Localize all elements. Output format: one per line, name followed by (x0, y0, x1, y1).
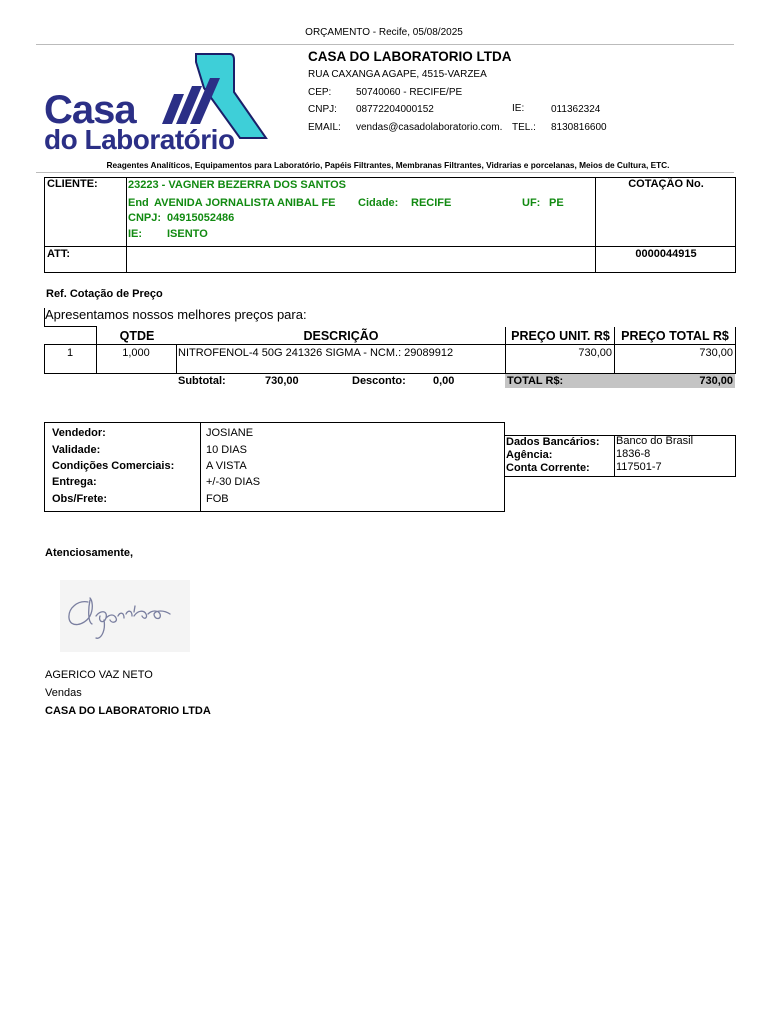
company-name: CASA DO LABORATORIO LTDA (308, 49, 512, 64)
att-label: ATT: (47, 248, 71, 260)
client-address: AVENIDA JORNALISTA ANIBAL FE (154, 197, 336, 209)
agencia-value: 1836-8 (616, 448, 651, 460)
email-label: EMAIL: (308, 122, 341, 133)
desconto-value: 0,00 (433, 375, 455, 387)
table-row-item: 1 (66, 347, 74, 359)
ref-label: Ref. Cotação de Preço (46, 288, 163, 300)
desconto-label: Desconto: (352, 375, 406, 387)
email-link[interactable]: vendas@casadolaboratorio.com. (356, 122, 503, 133)
company-ie-value: 011362324 (551, 104, 601, 115)
cep-label: CEP: (308, 87, 332, 98)
client-cnpj-label: CNPJ: (128, 212, 162, 224)
client-end-label: End (128, 197, 149, 209)
subtotal-value: 730,00 (265, 375, 299, 387)
entrega-value: +/-30 DIAS (206, 476, 261, 488)
cotacao-number: 0000044915 (635, 248, 697, 260)
client-uf-label: UF: (522, 197, 541, 209)
col-header-preco-total: PREÇO TOTAL R$ (621, 329, 729, 343)
company-cnpj-value: 08772204000152 (356, 104, 434, 115)
signer-name: AGERICO VAZ NETO (45, 669, 153, 681)
company-logo (44, 52, 302, 158)
table-row-qtde: 1,000 (122, 347, 150, 359)
signer-department: Vendas (45, 687, 82, 699)
col-header-descricao: DESCRIÇÃO (303, 329, 379, 343)
bank-value: Banco do Brasil (616, 435, 694, 447)
vendedor-value: JOSIANE (206, 427, 254, 439)
client-ie-label: IE: (128, 228, 143, 240)
company-ie-label: IE: (512, 103, 525, 114)
agencia-label: Agência: (506, 449, 553, 461)
client-uf: PE (549, 197, 564, 209)
col-header-preco-unit: PREÇO UNIT. R$ (511, 329, 610, 343)
logo-text-laboratorio: do Laboratório (44, 124, 235, 155)
conta-label: Conta Corrente: (506, 462, 590, 474)
client-cnpj: 04915052486 (167, 212, 235, 224)
table-row-total: 730,00 (699, 347, 733, 359)
condicoes-value: A VISTA (206, 460, 247, 472)
company-tagline: Reagentes Analíticos, Equipamentos para Laboratório, Papéis Filtrantes, Membranas Filtrantes, Vidrarias e porcelanas, Meios de Cultura, ETC. (106, 160, 670, 170)
cotacao-label: COTAÇÃO No. (628, 178, 704, 190)
client-cidade-label: Cidade: (358, 197, 399, 209)
signature-image (60, 580, 190, 652)
ref-intro: Apresentamos nossos melhores preços para: (45, 307, 307, 322)
obs-label: Obs/Frete: (52, 493, 108, 505)
document-title: ORÇAMENTO - Recife, 05/08/2025 (305, 27, 463, 38)
company-address: RUA CAXANGA AGAPE, 4515-VARZEA (308, 69, 487, 80)
header-divider (36, 44, 734, 45)
validade-label: Validade: (52, 444, 101, 456)
table-row-unit: 730,00 (578, 347, 612, 359)
logo-text-casa: Casa (44, 88, 136, 132)
tel-label: TEL.: (512, 122, 536, 133)
cep-value: 50740060 - RECIFE/PE (356, 87, 463, 98)
tagline-divider (36, 172, 734, 173)
vendedor-label: Vendedor: (52, 427, 106, 439)
subtotal-label: Subtotal: (178, 375, 226, 387)
company-cnpj-label: CNPJ: (308, 104, 337, 115)
client-ie: ISENTO (167, 228, 208, 240)
client-label: CLIENTE: (47, 178, 98, 190)
conta-value: 117501-7 (616, 461, 662, 473)
col-header-qtde: QTDE (119, 329, 155, 343)
condicoes-label: Condições Comerciais: (52, 460, 175, 472)
table-row-descricao: NITROFENOL-4 50G 241326 SIGMA - NCM.: 29089912 (178, 347, 454, 359)
closing-company: CASA DO LABORATORIO LTDA (45, 705, 211, 717)
total-label: TOTAL R$: (507, 375, 564, 387)
validade-value: 10 DIAS (206, 444, 247, 456)
total-value: 730,00 (699, 375, 733, 387)
bank-label: Dados Bancários: (506, 436, 600, 448)
entrega-label: Entrega: (52, 476, 97, 488)
client-cidade: RECIFE (411, 197, 452, 209)
obs-value: FOB (206, 493, 229, 505)
tel-value: 8130816600 (551, 122, 607, 133)
client-name: 23223 - VAGNER BEZERRA DOS SANTOS (128, 179, 347, 191)
closing-greeting: Atenciosamente, (45, 547, 134, 559)
